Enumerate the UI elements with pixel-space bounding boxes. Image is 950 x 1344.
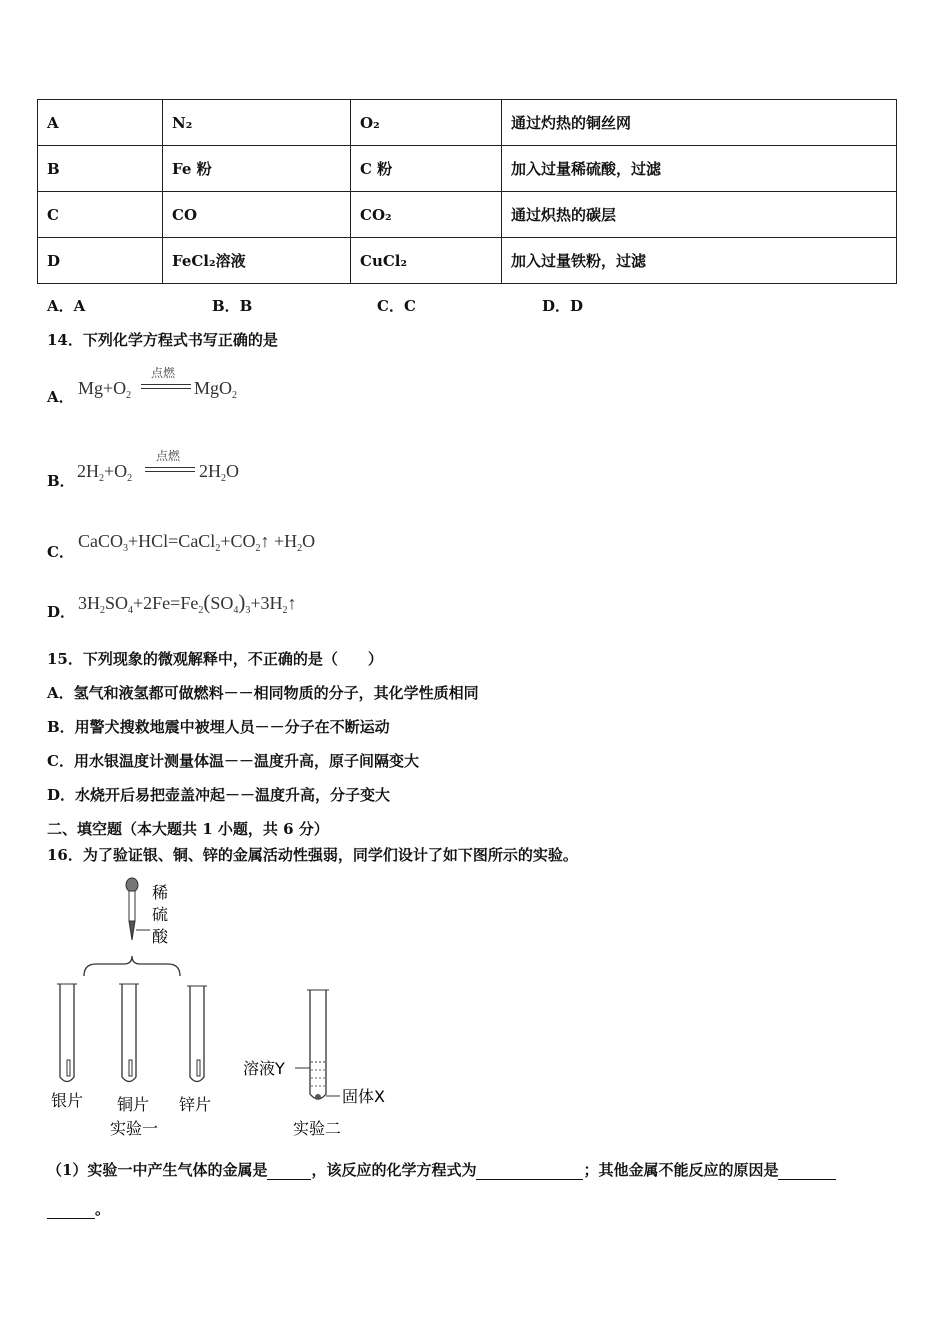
q16-sub1	[47, 1159, 836, 1180]
table-cell: FeCl₂溶液	[163, 238, 351, 284]
brace	[84, 956, 180, 976]
table-cell: 加入过量铁粉，过滤	[502, 238, 897, 284]
test-tube	[119, 984, 139, 1082]
test-tube	[57, 984, 77, 1082]
table-cell: CO	[163, 192, 351, 238]
condition-a: 点燃	[151, 366, 176, 380]
q15-option-c[interactable]: C．用水银温度计测量体温－－温度升高，原子间隔变大	[47, 752, 419, 770]
table-cell: B	[38, 146, 163, 192]
answer-blank[interactable]	[476, 1161, 583, 1180]
tube-label-zinc: 锌片	[179, 1095, 212, 1114]
table-row	[38, 238, 897, 284]
table-cell: 加入过量稀硫酸，过滤	[502, 146, 897, 192]
table-row	[38, 100, 897, 146]
q14-label-d[interactable]: D．	[47, 603, 76, 621]
sub1-text-b: ，该反应的化学方程式为	[311, 1161, 477, 1179]
tube-label-silver: 银片	[51, 1091, 84, 1110]
sub1-text-a: （1）实验一中产生气体的金属是	[47, 1161, 268, 1179]
q14-stem: 14．下列化学方程式书写正确的是	[47, 331, 278, 349]
dropper-icon	[126, 878, 150, 940]
choice-d[interactable]: D．D	[542, 297, 584, 315]
experiment-figure	[40, 872, 420, 1144]
table-cell: 通过炽热的碳层	[502, 192, 897, 238]
test-tube	[295, 990, 340, 1100]
table-row	[38, 192, 897, 238]
answer-blank[interactable]	[47, 1200, 95, 1219]
equation-a-product: MgO$_2$	[194, 378, 238, 401]
q14-label-b[interactable]: B．	[47, 472, 75, 490]
table-cell: D	[38, 238, 163, 284]
equation-a: $Mg+O_2$	[78, 378, 132, 401]
table-cell: CO₂	[351, 192, 502, 238]
equals-sign	[141, 384, 191, 389]
table-cell: C	[38, 192, 163, 238]
options-table	[37, 99, 897, 284]
table-cell: Fe 粉	[163, 146, 351, 192]
table-cell: 通过灼热的铜丝网	[502, 100, 897, 146]
table-cell: N₂	[163, 100, 351, 146]
answer-blank[interactable]	[778, 1161, 836, 1180]
table-cell: C 粉	[351, 146, 502, 192]
q15-option-d[interactable]: D．水烧开后易把壶盖冲起－－温度升高，分子变大	[47, 786, 391, 804]
table-cell: CuCl₂	[351, 238, 502, 284]
solid-x-label: 固体X	[342, 1087, 385, 1106]
table-row	[38, 146, 897, 192]
condition-b: 点燃	[156, 449, 181, 463]
table-cell: A	[38, 100, 163, 146]
acid-char: 酸	[152, 927, 169, 946]
experiment-one-label: 实验一	[110, 1119, 159, 1138]
answer-blank[interactable]	[267, 1161, 311, 1180]
sub1-text-c: ；其他金属不能反应的原因是	[583, 1161, 779, 1179]
equation-d: $3H_2SO_4+2Fe=Fe_2(SO_4)_3+3H_2↑$	[78, 590, 297, 616]
choice-a[interactable]: A．A	[47, 297, 86, 315]
table-cell: O₂	[351, 100, 502, 146]
q14-label-c[interactable]: C．	[47, 543, 74, 561]
q15-option-b[interactable]: B．用警犬搜救地震中被埋人员－－分子在不断运动	[47, 718, 390, 736]
solution-y-label: 溶液Y	[243, 1059, 285, 1078]
acid-char: 硫	[152, 905, 169, 924]
acid-char: 稀	[152, 883, 169, 902]
test-tube	[187, 986, 207, 1082]
q14-label-a[interactable]: A．	[47, 388, 74, 406]
section-heading: 二、填空题（本大题共 1 小题，共 6 分）	[47, 820, 329, 838]
q16-sub1-cont	[47, 1198, 110, 1219]
equation-b: $2H_2+O_2$	[77, 461, 133, 484]
q15-option-a[interactable]: A．氢气和液氢都可做燃料－－相同物质的分子，其化学性质相同	[47, 684, 479, 702]
tube-label-copper: 铜片	[117, 1095, 150, 1114]
sub1-end: 。	[95, 1200, 111, 1218]
equation-b-product: $2H_2O$	[199, 461, 239, 484]
equation-c: $CaCO_3+HCl=CaCl_2+CO_2↑ +H_2O$	[78, 531, 316, 554]
choice-b[interactable]: B．B	[212, 297, 253, 315]
q16-stem: 16．为了验证银、铜、锌的金属活动性强弱，同学们设计了如下图所示的实验。	[47, 846, 578, 864]
experiment-two-label: 实验二	[293, 1119, 342, 1138]
equals-sign	[145, 467, 195, 472]
choice-c[interactable]: C．C	[377, 297, 416, 315]
q15-stem: 15．下列现象的微观解释中，不正确的是（ ）	[47, 650, 383, 668]
